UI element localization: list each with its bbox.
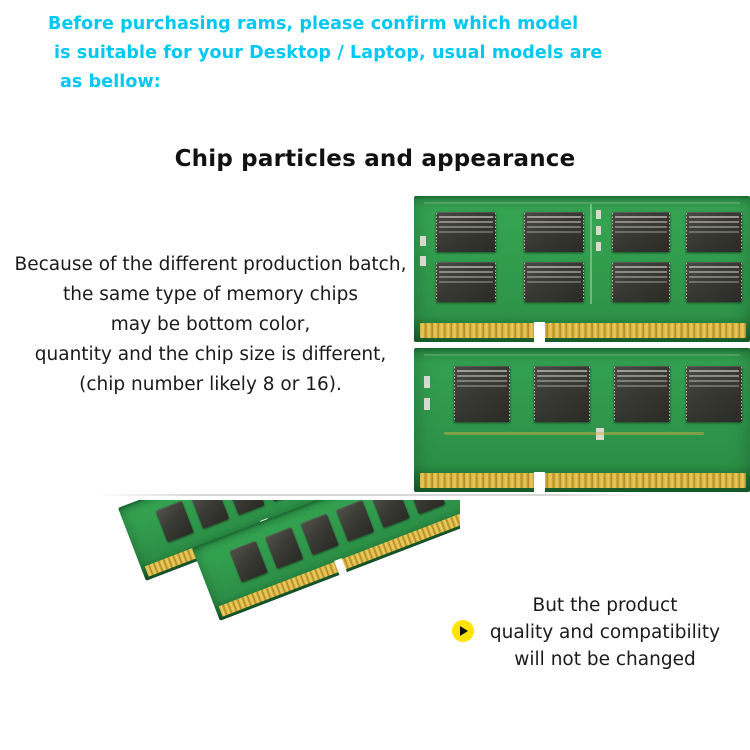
sodimm-module-bottom: [414, 348, 750, 492]
passive-component: [424, 376, 430, 388]
module-key-notch: [534, 322, 545, 342]
purchase-notice: [0, 10, 750, 97]
memory-ic: [614, 366, 670, 422]
gold-contact-fingers: [420, 323, 746, 338]
memory-ic: [612, 212, 670, 252]
memory-ic: [686, 212, 742, 252]
passive-component: [420, 236, 426, 246]
chip-description-line-1: Because of the different production batch,: [14, 254, 407, 275]
memory-ic: [436, 212, 496, 252]
passive-component: [420, 256, 426, 266]
memory-ic: [612, 262, 670, 302]
quality-statement-line-3: will not be changed: [514, 649, 696, 670]
pcb-silkscreen: [424, 354, 740, 356]
pcb-silkscreen: [590, 204, 592, 304]
module-key-notch: [534, 472, 545, 492]
memory-ic: [454, 366, 510, 422]
gold-contact-fingers: [420, 473, 746, 488]
chip-description-line-4: quantity and the chip size is different,: [34, 344, 387, 365]
memory-ic: [524, 262, 584, 302]
laptop-memory-photo: [414, 196, 750, 492]
desktop-memory-photo: [100, 500, 460, 710]
passive-component: [596, 242, 601, 251]
passive-component: [596, 210, 601, 219]
passive-component: [424, 398, 430, 410]
quality-statement-line-1: But the product: [532, 595, 678, 616]
sodimm-module-top: [414, 196, 750, 342]
quality-statement-line-2: quality and compatibility: [489, 622, 721, 643]
pcb-silkscreen: [424, 202, 740, 204]
chip-description-line-2: the same type of memory chips: [62, 284, 358, 305]
memory-ic: [436, 262, 496, 302]
notice-line-1: Before purchasing rams, please confirm which model: [48, 14, 579, 34]
section-divider: [95, 494, 655, 496]
solder-pad-row: [444, 432, 704, 435]
passive-component: [596, 226, 601, 235]
quality-statement: [470, 592, 740, 673]
memory-ic: [534, 366, 590, 422]
memory-ic: [524, 212, 584, 252]
chip-description-line-3: may be bottom color,: [110, 314, 311, 335]
section-title: Chip particles and appearance: [174, 146, 576, 172]
chip-description: [8, 250, 413, 400]
notice-line-2: is suitable for your Desktop / Laptop, usual models are: [54, 43, 603, 63]
chip-description-line-5: (chip number likely 8 or 16).: [79, 374, 342, 395]
memory-ic: [686, 366, 742, 422]
memory-ic: [686, 262, 742, 302]
notice-line-3: as bellow:: [60, 72, 161, 92]
